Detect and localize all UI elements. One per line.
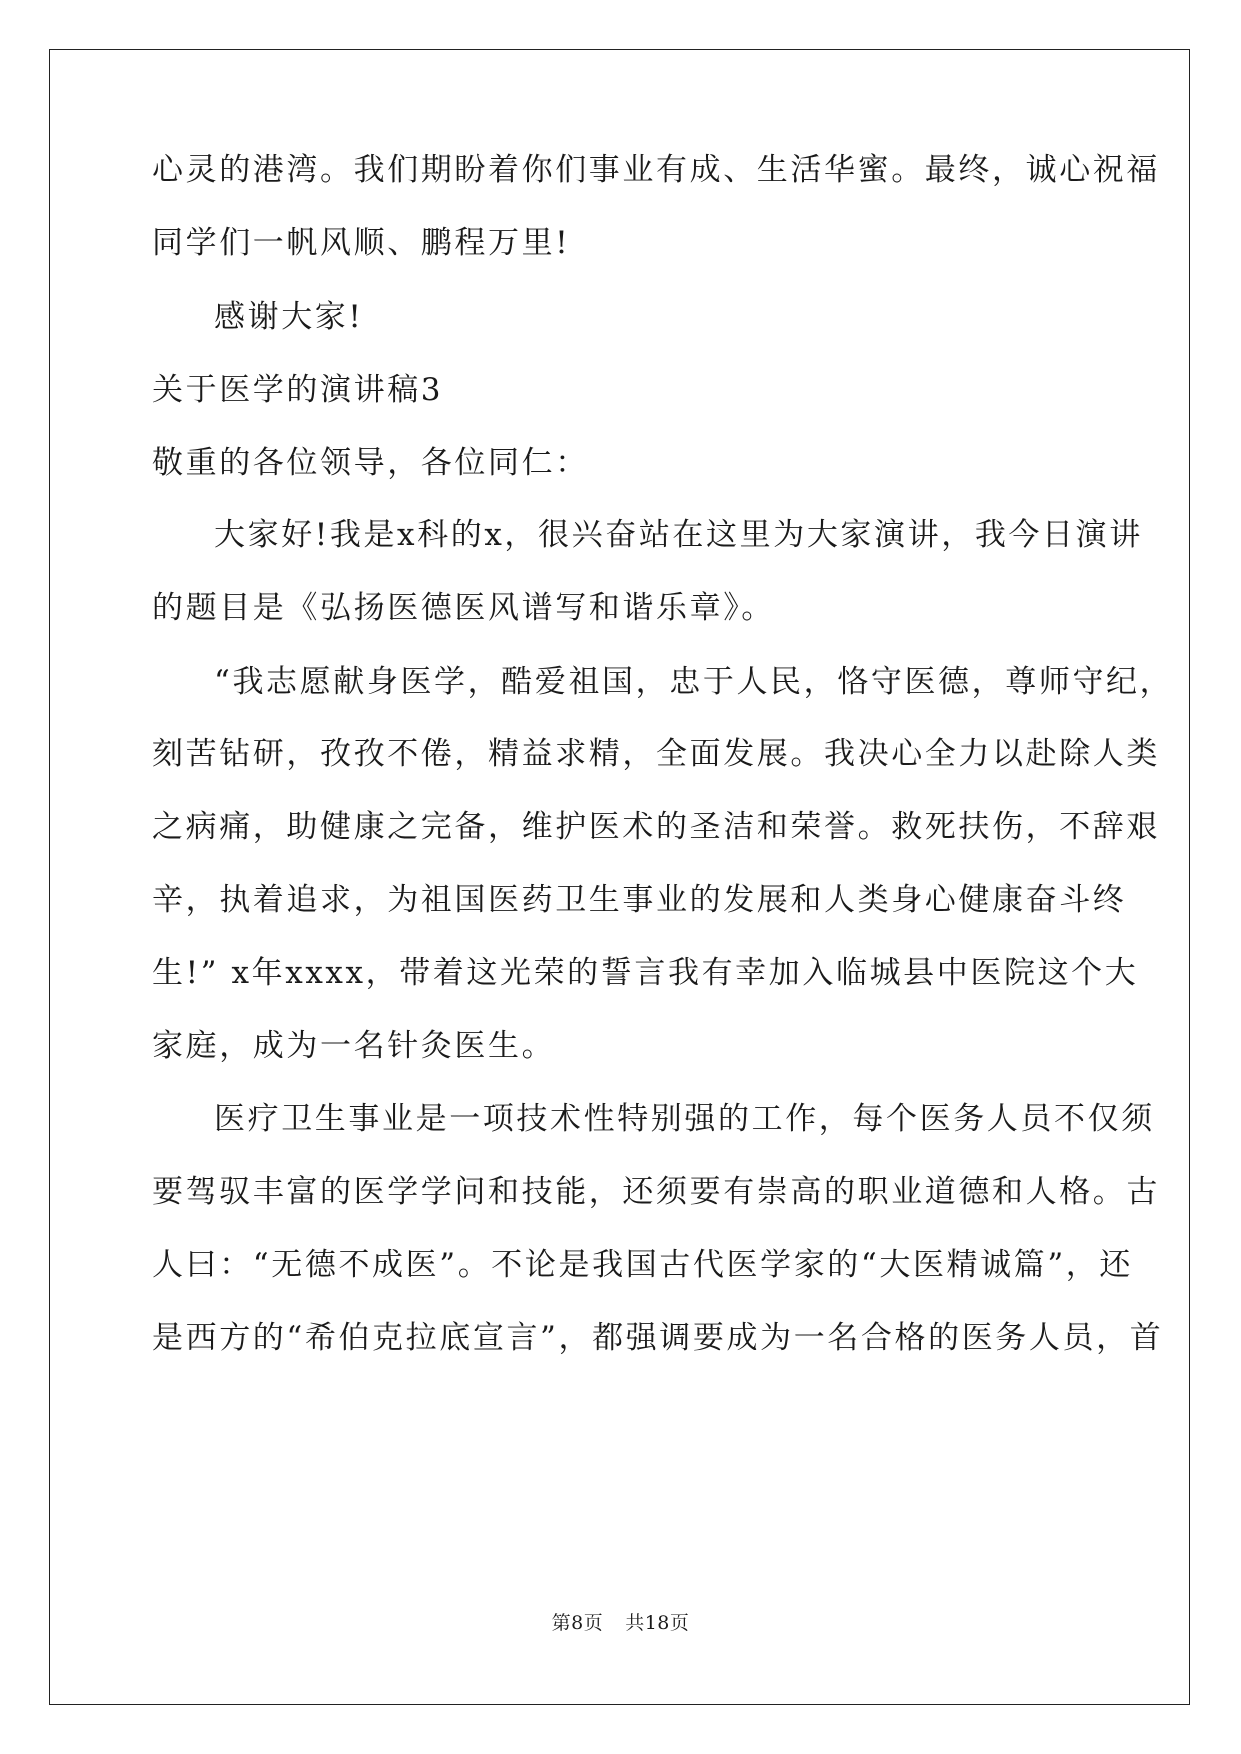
closing-line: 感谢大家! (214, 299, 364, 335)
text-line: 刻苦钻研，孜孜不倦，精益求精，全面发展。我决心全力以赴除人类 (152, 736, 1160, 772)
text-line: “我志愿献身医学，酷爱祖国，忠于人民，恪守医德，尊师守纪， (214, 664, 1174, 700)
text-line: 医疗卫生事业是一项技术性特别强的工作，每个医务人员不仅须 (214, 1101, 1155, 1137)
text-line: 心灵的港湾。我们期盼着你们事业有成、生活华蜜。最终，诚心祝福 (152, 152, 1160, 188)
page-total: 共18页 (625, 1612, 690, 1634)
text-line: 生!” x年xxxx，带着这光荣的誓言我有幸加入临城县中医院这个大 (152, 955, 1139, 991)
page-footer (0, 1608, 1241, 1635)
text-line: 辛，执着追求，为祖国医药卫生事业的发展和人类身心健康奋斗终 (152, 882, 1127, 918)
text-line: 是西方的“希伯克拉底宣言”，都强调要成为一名合格的医务人员，首 (152, 1320, 1164, 1356)
page-number: 第8页 (551, 1612, 604, 1634)
text-line: 要驾驭丰富的医学学问和技能，还须要有崇高的职业道德和人格。古 (152, 1174, 1160, 1210)
text-line: 大家好!我是x科的x，很兴奋站在这里为大家演讲，我今日演讲 (214, 517, 1143, 553)
text-line: 同学们一帆风顺、鹏程万里! (152, 225, 571, 261)
salutation: 敬重的各位领导，各位同仁： (152, 445, 589, 481)
text-line: 人曰：“无德不成医”。不论是我国古代医学家的“大医精诚篇”，还 (152, 1247, 1133, 1283)
text-line: 之病痛，助健康之完备，维护医术的圣洁和荣誉。救死扶伤，不辞艰 (152, 809, 1160, 845)
text-line: 的题目是《弘扬医德医风谱写和谐乐章》。 (152, 590, 775, 626)
section-heading: 关于医学的演讲稿3 (152, 372, 444, 408)
text-line: 家庭，成为一名针灸医生。 (152, 1028, 556, 1064)
